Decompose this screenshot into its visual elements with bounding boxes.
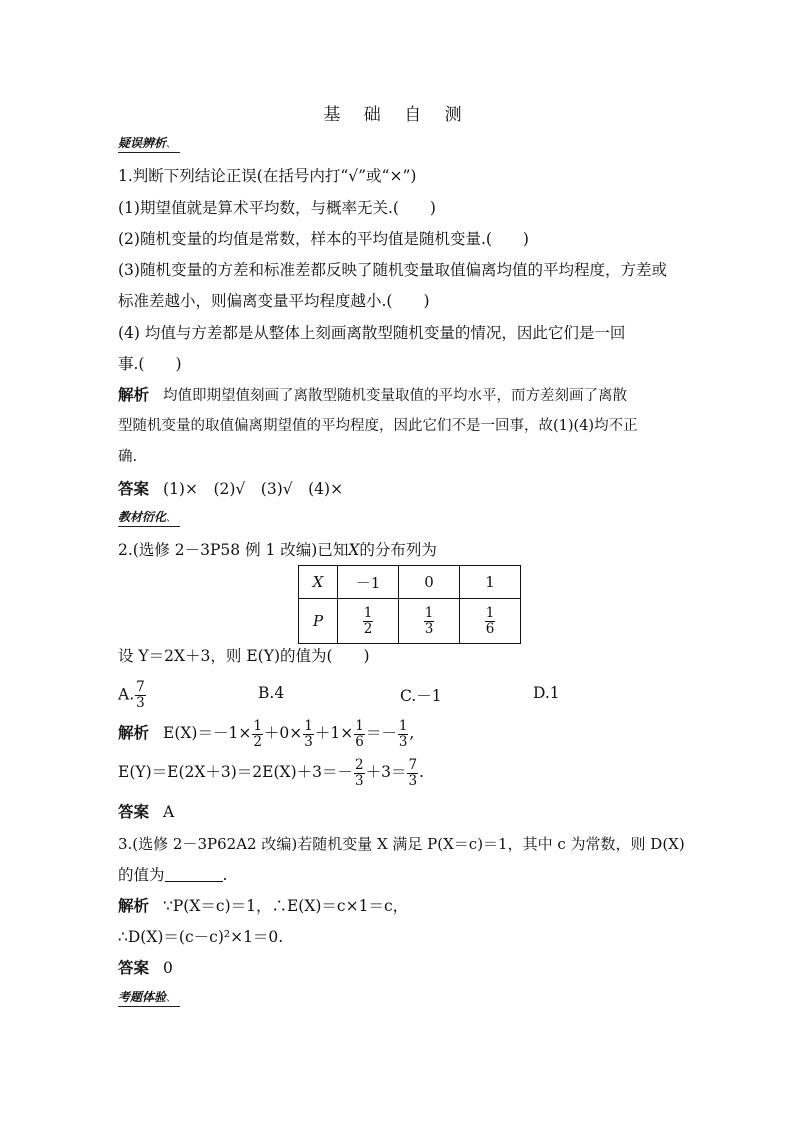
q2-analysis-line-2: [118, 757, 688, 793]
q1-analysis-text-1: 均值即期望值刻画了离散型随机变量取值的平均水平，而方差刻画了离散: [163, 388, 628, 404]
choice-a-label: A.: [118, 685, 135, 704]
table-cell: [460, 599, 521, 644]
denominator: 6: [355, 733, 364, 750]
numerator: 7: [408, 756, 418, 773]
fraction: [485, 606, 496, 637]
q1-analysis-line-2: 型随机变量的取值偏离期望值的平均程度，因此它们不是一回事，故(1)(4)均不正: [118, 418, 638, 434]
q3-stem-prefix: 的值为: [118, 866, 165, 884]
q3-stem-line-1: 3.(选修 2－3P62A2 改编)若随机变量 X 满足 P(X＝c)＝1，其中 c 为常数，则 D(X): [118, 835, 685, 853]
equation-text: ＋0×: [263, 724, 303, 742]
denominator: 3: [398, 733, 408, 750]
fraction: [252, 719, 263, 750]
q1-item-2: (2)随机变量的均值是常数，样本的平均值是随机变量.( ): [118, 230, 529, 248]
numerator: 1: [355, 717, 364, 734]
answer-blank: [165, 865, 223, 882]
q3-analysis-line-1: [118, 896, 688, 916]
equation-text: .: [419, 763, 424, 781]
table-row: [299, 566, 521, 599]
q3-analysis-text-1: ∵P(X＝c)＝1，∴E(X)＝c×1＝c，: [163, 897, 409, 915]
numerator: 1: [424, 604, 434, 621]
q3-stem-suffix: .: [222, 866, 228, 884]
q3-stem-line-2: [118, 865, 688, 885]
q2-stem: [118, 540, 688, 560]
equation-text: ＝－: [365, 724, 397, 742]
analysis-label: 解析: [118, 385, 150, 404]
q1-analysis-line-1: [118, 385, 688, 406]
denominator: 2: [253, 733, 262, 750]
choice-c: C.－1: [400, 687, 442, 705]
q2-answer-value: A: [163, 803, 175, 821]
q1-item-4-line-2: 事.( ): [118, 355, 182, 373]
table-cell: 0: [399, 566, 460, 599]
table-row: [299, 599, 521, 644]
denominator: 3: [136, 695, 145, 711]
choice-a: [118, 680, 147, 711]
numerator: 2: [354, 756, 364, 773]
equation-text: E(Y)＝E(2X＋3)＝2E(X)＋3＝－: [118, 763, 353, 781]
answer-label: 答案: [118, 958, 150, 977]
q2-stem-prefix: 2.(选修 2－3P58 例 1 改编)已知: [118, 541, 349, 559]
numerator: 1: [398, 717, 408, 734]
fraction: [363, 606, 374, 637]
answer-label: 答案: [118, 802, 150, 821]
q1-item-1: (1)期望值就是算术平均数，与概率无关.( ): [118, 199, 436, 217]
denominator: 3: [408, 772, 418, 789]
table-cell: X: [299, 566, 338, 599]
numerator: 1: [304, 717, 313, 734]
choice-b: B.4: [258, 684, 285, 702]
section-tag-error-analysis: 疑误辨析 、: [118, 136, 180, 153]
numerator: 1: [485, 604, 495, 621]
numerator: 7: [136, 679, 145, 695]
analysis-label: 解析: [118, 723, 150, 742]
q1-item-3-line-2: 标准差越小，则偏离变量平均程度越小.( ): [118, 292, 430, 310]
equation-text: ＋3＝: [365, 763, 407, 781]
q1-answer-value: (1)× (2)√ (3)√ (4)×: [163, 480, 344, 498]
denominator: 3: [354, 772, 364, 789]
q1-item-3-line-1: (3)随机变量的方差和标准差都反映了随机变量取值偏离均值的平均程度，方差或: [118, 261, 667, 279]
q2-stem-var: X: [348, 541, 360, 559]
table-cell: P: [299, 599, 338, 644]
fraction: [424, 606, 435, 637]
denominator: 3: [424, 620, 434, 637]
q1-stem: 1.判断下列结论正误(在括号内打“√”或“×”): [118, 167, 417, 185]
choice-d: D.1: [533, 684, 560, 702]
denominator: 2: [363, 620, 373, 637]
section-tag-exam-experience: 考题体验 、: [118, 990, 180, 1007]
q2-answer: [118, 802, 688, 822]
q1-item-4-line-1: (4) 均值与方差都是从整体上刻画离散型随机变量的情况，因此它们是一回: [118, 324, 626, 342]
q2-question: 设 Y＝2X＋3，则 E(Y)的值为( ): [118, 647, 370, 665]
q3-answer-value: 0: [163, 959, 173, 977]
distribution-table: [298, 565, 521, 644]
q1-analysis-line-3: 确.: [118, 449, 138, 465]
fraction: [303, 719, 314, 750]
q2-analysis-line-1: [118, 718, 688, 754]
numerator: 1: [363, 604, 373, 621]
denominator: 3: [304, 733, 313, 750]
fraction: [398, 719, 409, 750]
page-title: 基 础 自 测: [323, 105, 471, 125]
q3-analysis-line-2: ∴D(X)＝(c－c)²×1＝0.: [118, 928, 284, 946]
equation-text: E(X)＝－1×: [163, 724, 252, 742]
analysis-label: 解析: [118, 896, 150, 915]
answer-label: 答案: [118, 479, 150, 498]
fraction: [354, 719, 365, 750]
fraction: [407, 758, 418, 789]
numerator: 1: [253, 717, 262, 734]
fraction: [135, 680, 146, 711]
table-cell: [399, 599, 460, 644]
q3-answer: [118, 958, 688, 978]
section-tag-textbook: 教材衍化 、: [118, 510, 180, 527]
q1-answer: [118, 479, 688, 499]
table-cell: [338, 599, 399, 644]
q2-stem-suffix: 的分布列为: [359, 541, 437, 559]
denominator: 6: [485, 620, 495, 637]
table-cell: －1: [338, 566, 399, 599]
table-cell: 1: [460, 566, 521, 599]
equation-text: ＋1×: [314, 724, 354, 742]
equation-text: ,: [409, 724, 415, 742]
fraction: [354, 758, 365, 789]
